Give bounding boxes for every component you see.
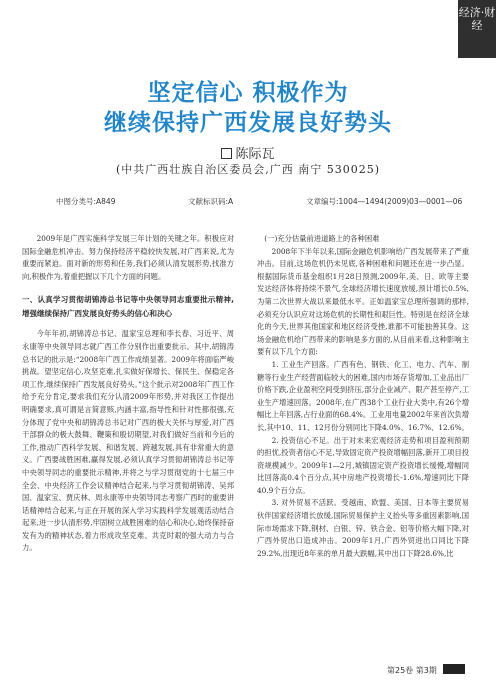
document-code: 文献标识码:A [188,197,234,206]
article-number: 文章编号:1004—1494(2009)03—0001—06 [306,197,463,206]
intro-paragraph: 2009年是广西实施科学发展三年计划的关键之年。积极应对国际金融危机冲击、努力保持经济平稳较快发展,对广西来说,尤为重要而紧迫。面对新的形势和任务,我们必须认清发展形势,找准方向,积极作为,着重把握以下几个方面的问题。 [22,234,234,281]
paragraph-2: 1. 工业生产回落。广西有色、钢铁、化工、电力、汽车、制糖等行业生产经营面临较大的困难,国内市场存货增加,工业品出厂价格下跌,企业盈利空间受到挤压,部分企业减产、限产甚至停产,工业生产增速回落。2008年,在广西38个工业行业大类中,有26个增幅比上年回落,占行业面的68.4%。工业用电量2002年来首次负增长,其中10、11、12月份分别同比下降4.0%、16.7%、12.6%。 [257,359,469,432]
volume-issue: 第25卷 第3期 [387,666,437,675]
clc-number: 中图分类号:A849 [56,197,116,206]
title-line-1: 坚定信心 积极作为 [147,80,349,106]
page-footer [387,664,465,676]
author-marker-icon [221,148,232,159]
paragraph-4: 3. 对外贸易不活跃。受越南、欧盟、美国、日本等主要贸易伙伴国家经济增长放缓,国际贸易保护主义抬头等多重因素影响,国际市场需求下降,钢材、白银、锌、铁合金、铝等价格大幅下降,对广西外贸出口造成冲击。2009年1月,广西外贸进出口同比下降29.2%,出现近8年来的单月最大跌幅,其中出口下降28.6%,比 [257,498,469,558]
section-heading: 一、认真学习贯彻胡锦涛总书记等中央领导同志重要批示精神,增强继续保持广西发展良好势头的信心和决心 [22,295,234,318]
paragraph-3: 2. 投资信心不足。出于对未来宏观经济走势和项目盈利预期的担忧,投资者信心不足,导致固定资产投资增幅回落,新开工项目投资规模减少。2009年1—2月,城镇固定资产投资增长缓慢,增幅同比回落高0.4个百分点,其中房地产投资增长-1.6%,增速同比下降40.9个百分点。 [257,435,469,495]
author [0,143,496,162]
body-paragraph: 今年年初,胡锦涛总书记、温家宝总理和李长春、习近平、周永康等中央领导同志就广西工作分别作出重要批示。其中,胡锦涛总书记的批示是:“2008年广西工作成绩显著。2009年将面临严峻挑战。望坚定信心,攻坚克难,扎实做好保增长、保民生、保稳定各项工作,继续保持广西发展良好势头。”这个批示对2008年广西工作给予充分肯定,要求我们充分认清2009年形势,并对我区工作提出明确要求,真可谓是言简意赅,内涵丰富,指导性和针对性都很强,充分体现了党中央和胡锦涛总书记对广西的极大关怀与厚爱,对广西干部群众的极大鼓舞、鞭策和殷切期望,对我们做好当前和今后的工作,推动广西科学发展、和谐发展、跨越发展,具有非常重大的意义。广西要战胜困难,赢得发展,必须认真学习贯彻胡锦涛总书记等中央领导同志的重要批示精神,并将之与学习贯彻党的十七届三中全会、中央经济工作会议精神结合起来,与学习贯彻胡锦涛、吴邦国、温家宝、贾庆林、周永康等中央领导同志考察广西时的重要讲话精神结合起来,与正在开展的深入学习实践科学发展观活动结合起来,进一步认清形势,牢固树立战胜困难的信心和决心,始终保持奋发有为的精神状态,着力形成攻坚克难、共克时艰的强大动力与合力。 [22,329,234,553]
subsection-heading: (一)充分估量前进道路上的各种困难 [264,234,380,243]
paragraph-1: 2008年下半年以来,国际金融危机影响给广西发展带来了严重冲击。目前,这场危机仍未见底,各种困难和问题还在进一步凸显。根据国际货币基金组织1月28日预测,2009年,美、日、欧等主要发达经济体将持续不景气,全球经济增长速度放缓,预计增长0.5%,为第二次世界大战以来最低水平。正如温家宝总理所强调的那样,必须充分认识应对这场危机的长期性和艰巨性。特别是在经济全球化的今天,世界其他国家和地区经济受挫,谁都不可能独善其身。这场金融危机给广西带来的影响是多方面的,从目前来看,这种影响主要有以下几个方面: [257,246,469,357]
affiliation: (中共广西壮族自治区委员会,广西 南宁 530025) [115,163,381,176]
author-name: 陈际瓦 [235,147,275,162]
left-column [22,233,234,555]
section-tag: 经济·财经 [458,0,496,58]
footer-bar [443,664,465,674]
title-line-2: 继续保持广西发展良好势头 [104,110,392,136]
right-column [257,233,469,560]
